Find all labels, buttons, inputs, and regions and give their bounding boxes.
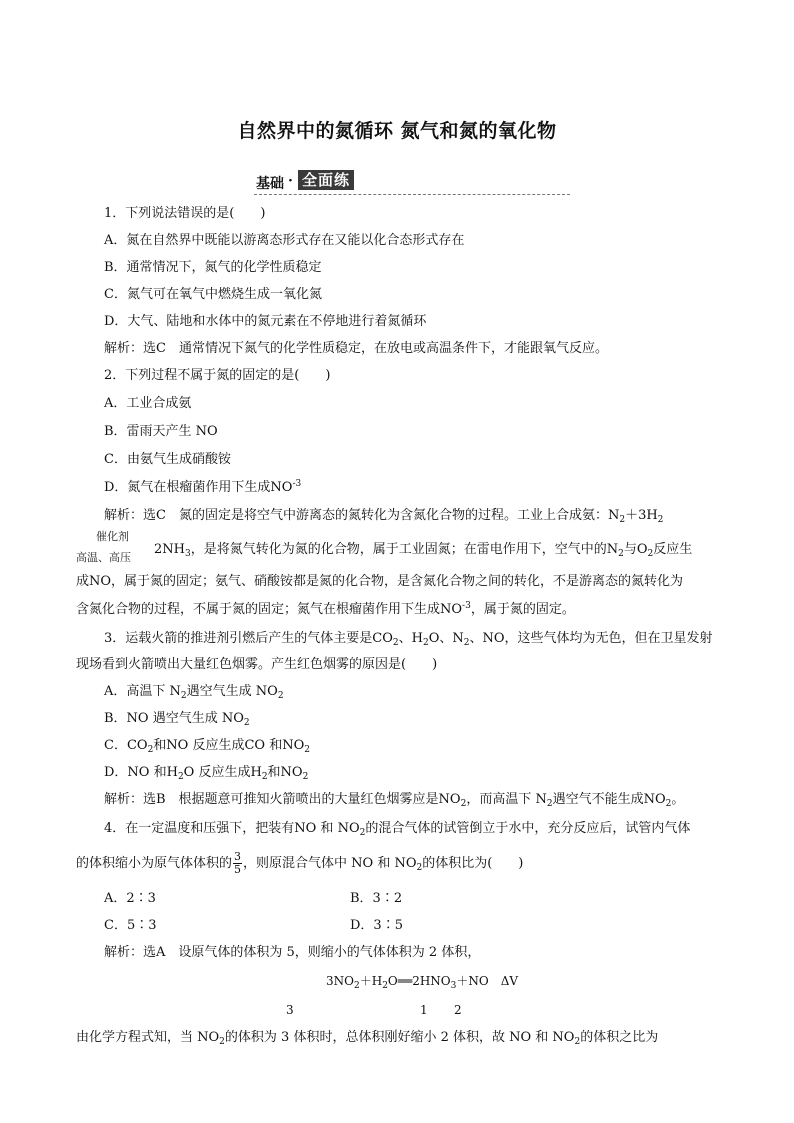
reaction-condition-bottom: 高温、高压: [76, 551, 131, 564]
subscript: 2: [180, 691, 187, 701]
q4-stem-text: 的体积缩小为原气体体积的: [76, 856, 233, 871]
q4-option-d: D．3∶5: [350, 918, 403, 933]
equation-text: 3NO: [326, 974, 354, 988]
q4-stem-text: 4．在一定温度和压强下，把装有NO 和 NO: [104, 821, 360, 836]
q3-stem-text: O、N: [428, 631, 464, 646]
subscript: 3: [184, 549, 191, 559]
subscript: 2: [261, 772, 268, 782]
q3-option-b: [104, 710, 250, 728]
reaction-condition-top: 催化剂: [96, 530, 129, 543]
subscript: 2: [359, 828, 366, 838]
subscript: 2: [304, 745, 310, 755]
subscript: 2: [460, 799, 467, 809]
q3-option-text: C．CO: [104, 738, 148, 753]
q3-option-text: A．高温下 N: [104, 684, 181, 699]
q3-option-c: [104, 737, 310, 755]
subscript: 2: [382, 981, 388, 991]
subscript: 2: [243, 718, 250, 728]
q4-stem-text: ，则原混合气体中 NO 和 NO: [243, 856, 417, 871]
page-title: 自然界中的氮循环 氮气和氮的氧化物: [237, 120, 557, 142]
fraction: [233, 851, 242, 876]
superscript: -3: [462, 601, 471, 611]
section-header: [254, 170, 570, 195]
q3-analysis-text: 解析：选B 根据题意可推知火箭喷出的大量红色烟雾应是NO: [104, 792, 461, 807]
q3-option-text: D．NO 和H: [104, 765, 178, 780]
q1-analysis: 解析：选C 通常情况下氮气的化学性质稳定，在放电或高温条件下，才能跟氧气反应。: [104, 341, 608, 356]
equation-text: ＋H: [359, 974, 383, 988]
subscript: 2: [546, 799, 553, 809]
q2-analysis-text: 解析：选C 氮的固定是将空气中游离态的氮转化为含氮化合物的过程。工业上合成氨：N: [104, 508, 620, 523]
q3-analysis-text: 。: [671, 792, 685, 807]
q2-option-d-sup: -3: [292, 479, 302, 489]
q4-stem-text: 的混合气体的试管倒立于水中，充分反应后，试管内气体: [365, 821, 691, 836]
q4-conclusion: [76, 1029, 658, 1047]
q4-option-a: A．2∶3: [104, 891, 156, 906]
subscript: 2: [392, 638, 399, 648]
q2-analysis-text: 含氮化合物的过程，不属于氮的固定；氮气在根瘤菌作用下生成NO: [76, 602, 463, 617]
section-dot: ·: [288, 173, 293, 189]
subscript: 2: [277, 691, 284, 701]
q1-option-a: A．氮在自然界中既能以游离态形式存在又能以化合态形式存在: [104, 233, 465, 248]
subscript: 2: [618, 549, 624, 559]
q3-option-text: 和NO 反应生成CO 和NO: [153, 738, 305, 753]
q4-conclusion-text: 的体积为 3 体积时，总体积刚好缩小 2 体积，故 NO 和 NO: [224, 1030, 575, 1045]
q3-option-text: 和NO: [267, 765, 303, 780]
volume-value-no2: 3: [286, 1003, 294, 1017]
subscript: 2: [219, 1037, 225, 1047]
q2-analysis-text: 与O: [623, 542, 648, 557]
subscript: 2: [422, 638, 429, 648]
q2-analysis-line1: [104, 507, 663, 525]
q3-stem-line2: 现场看到火箭喷出大量红色烟雾。产生红色烟雾的原因是( ): [76, 657, 438, 672]
q2-option-a: A．工业合成氨: [104, 396, 192, 411]
q3-option-text: 遇空气生成 NO: [186, 684, 278, 699]
q2-option-b: B．雷雨天产生 NO: [104, 424, 218, 439]
q2-analysis-product: 2NH: [154, 542, 185, 557]
q4-stem-text: 的体积比为( ): [422, 856, 524, 871]
q3-stem-text: 3．运载火箭的推进剂引燃后产生的气体主要是CO: [104, 631, 393, 646]
subscript: 2: [665, 799, 672, 809]
q3-stem-text: 、H: [398, 631, 423, 646]
subscript: 2: [177, 772, 184, 782]
q1-option-b: B．通常情况下，氮气的化学性质稳定: [104, 260, 322, 275]
q2-stem: 2．下列过程不属于氮的固定的是( ): [104, 368, 331, 383]
subscript: 2: [463, 638, 470, 648]
q2-analysis-line2: [154, 541, 692, 559]
q3-analysis-text: ，而高温下 N: [466, 792, 547, 807]
q2-option-d-text: D．氮气在根瘤菌作用下生成NO: [104, 480, 293, 495]
section-label: 基础: [256, 176, 284, 192]
q3-stem-text: 、NO，这些气体均为无色，但在卫星发射: [469, 631, 713, 646]
q1-stem: 1．下列说法错误的是( ): [104, 206, 266, 221]
q2-analysis-text: 反应生: [653, 542, 693, 557]
q4-option-b: B．3∶2: [350, 891, 403, 906]
subscript: 2: [302, 772, 309, 782]
q2-analysis-tail: ＋3H: [625, 508, 658, 523]
q4-option-c: C．5∶3: [104, 918, 157, 933]
q4-stem-line2: [76, 851, 523, 876]
q3-stem-line1: [104, 630, 713, 648]
subscript: 2: [416, 863, 423, 873]
q2-analysis-text: ，是将氮气转化为氮的化合物，属于工业固氮；在雷电作用下，空气中的N: [190, 542, 619, 557]
q3-option-text: O 反应生成H: [183, 765, 262, 780]
volume-value-delta: 2: [454, 1003, 462, 1017]
q3-analysis-text: 遇空气不能生成NO: [552, 792, 666, 807]
subscript: 2: [657, 515, 664, 525]
fraction-denominator: 5: [234, 863, 242, 876]
fraction-numerator: 3: [234, 850, 242, 863]
q2-analysis-line3: 成NO，属于氮的固定；氨气、硝酸铵都是氮的化合物，是含氮化合物之间的转化，不是游离态的氮转化为: [76, 574, 684, 589]
equation-text: ＋NO ΔV: [456, 974, 519, 988]
q2-analysis-text: ，属于氮的固定。: [470, 602, 575, 617]
subscript: 2: [619, 515, 626, 525]
q4-analysis: 解析：选A 设原气体的体积为 5，则缩小的气体体积为 2 体积，: [104, 945, 481, 960]
chemical-equation: [326, 972, 518, 989]
q1-option-c: C．氮气可在氧气中燃烧生成一氧化氮: [104, 287, 322, 302]
subscript: 3: [450, 981, 457, 991]
section-badge: 全面练: [298, 170, 354, 190]
q3-option-a: [104, 683, 284, 701]
q4-conclusion-text: 由化学方程式知，当 NO: [76, 1030, 220, 1045]
subscript: 2: [574, 1037, 581, 1047]
q4-stem-line1: [104, 820, 690, 838]
equation-text: O══2HNO: [387, 974, 451, 988]
q2-option-c: C．由氨气生成硝酸铵: [104, 452, 231, 467]
q3-option-text: B．NO 遇空气生成 NO: [104, 711, 244, 726]
q2-analysis-line4: [76, 601, 575, 619]
subscript: 2: [647, 549, 654, 559]
subscript: 2: [353, 981, 360, 991]
q1-option-d: D．大气、陆地和水体中的氮元素在不停地进行着氮循环: [104, 314, 427, 329]
q3-analysis: [104, 791, 684, 809]
q2-option-d: [104, 479, 301, 497]
q4-conclusion-text: 的体积之比为: [580, 1030, 659, 1045]
volume-value-no: 1: [420, 1003, 428, 1017]
q3-option-d: [104, 764, 308, 782]
subscript: 2: [147, 745, 154, 755]
